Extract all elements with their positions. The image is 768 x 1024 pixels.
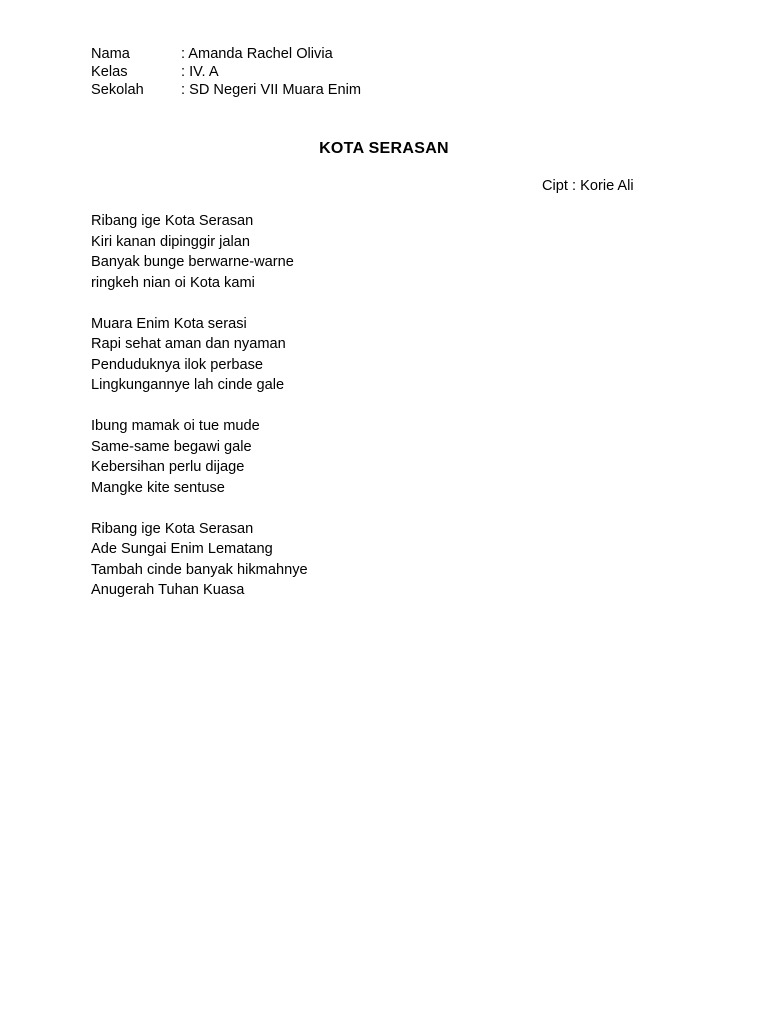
lyric-line: Lingkungannye lah cinde gale bbox=[91, 377, 285, 393]
lyric-line: ringkeh nian oi Kota kami bbox=[91, 274, 255, 291]
lyric-line: Kebersihan perlu dijage bbox=[91, 459, 245, 475]
lyric-line: Tambah cinde banyak hikmahnye bbox=[91, 561, 308, 578]
class-value: : IV. A bbox=[181, 64, 219, 80]
lyric-line: Penduduknya ilok perbase bbox=[91, 356, 264, 373]
lyric-line: Ribang ige Kota Serasan bbox=[91, 213, 254, 229]
lyrics bbox=[91, 211, 308, 621]
stanza-2 bbox=[91, 314, 308, 396]
class-row bbox=[91, 63, 361, 81]
lyric-line: Ibung mamak oi tue mude bbox=[91, 418, 260, 434]
lyric-line: Same-same begawi gale bbox=[91, 438, 252, 455]
lyric-line: Rapi sehat aman dan nyaman bbox=[91, 336, 286, 352]
lyric-line: Ade Sungai Enim Lematang bbox=[91, 541, 273, 557]
school-value: : SD Negeri VII Muara Enim bbox=[181, 82, 362, 98]
lyric-line: Banyak bunge berwarne-warne bbox=[91, 254, 294, 270]
lyric-line: Mangke kite sentuse bbox=[91, 479, 225, 496]
lyric-line: Anugerah Tuhan Kuasa bbox=[91, 582, 245, 598]
lyric-line: Ribang ige Kota Serasan bbox=[91, 520, 254, 537]
name-row bbox=[91, 45, 361, 63]
composer-credit: Cipt : Korie Ali bbox=[542, 178, 634, 194]
stanza-1 bbox=[91, 211, 308, 293]
student-info bbox=[91, 45, 361, 99]
name-value: : Amanda Rachel Olivia bbox=[181, 46, 333, 62]
school-row bbox=[91, 81, 361, 99]
name-label: Nama bbox=[91, 46, 130, 62]
lyric-line: Muara Enim Kota serasi bbox=[91, 315, 247, 332]
class-label: Kelas bbox=[91, 64, 128, 80]
stanza-3 bbox=[91, 416, 308, 498]
lyric-line: Kiri kanan dipinggir jalan bbox=[91, 233, 251, 250]
song-title: KOTA SERASAN bbox=[319, 140, 449, 157]
school-label: Sekolah bbox=[91, 82, 144, 98]
stanza-4 bbox=[91, 519, 308, 601]
